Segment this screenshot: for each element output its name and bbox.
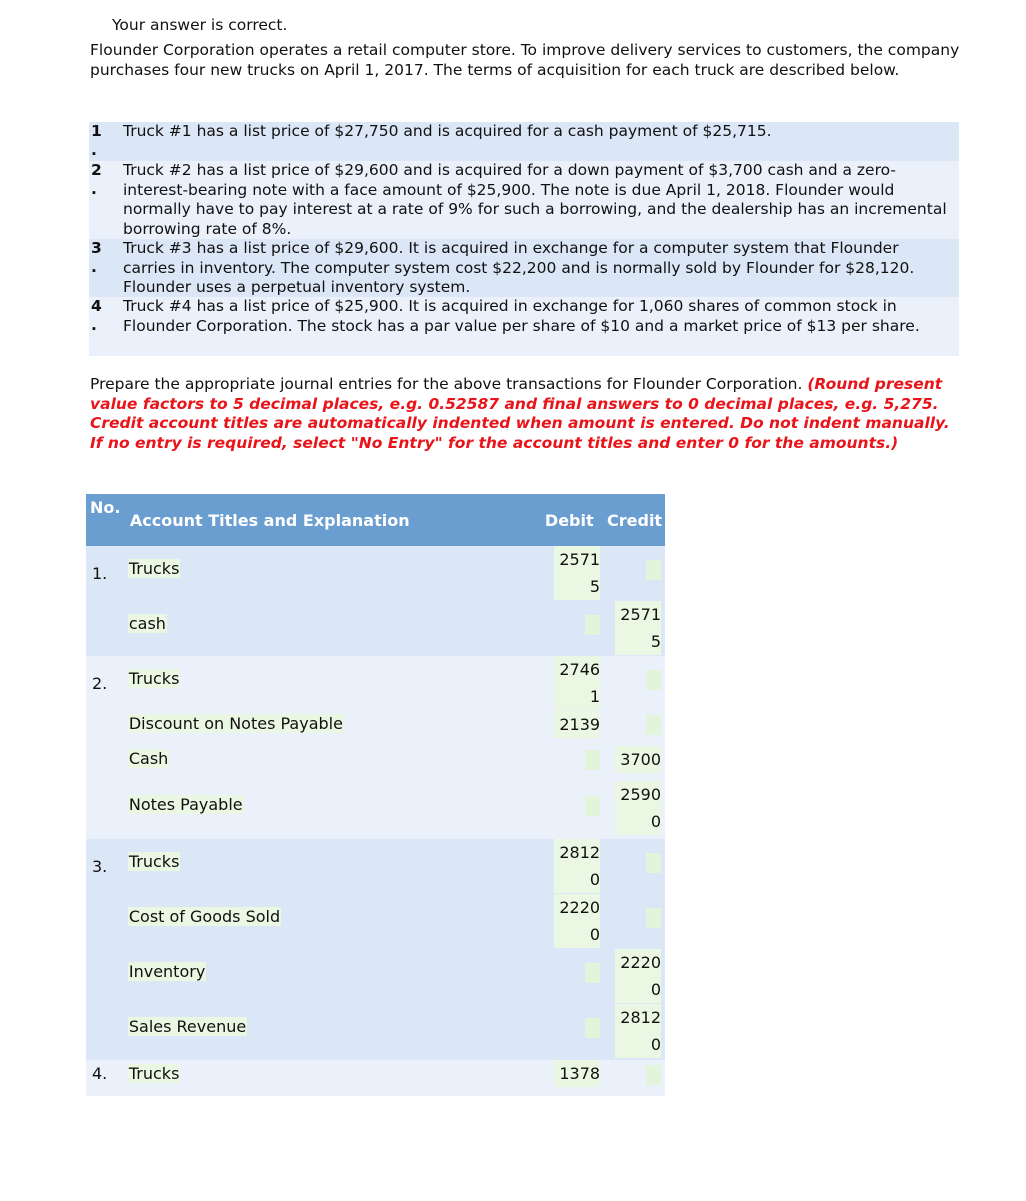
debit-amount[interactable]: 28120 [554,839,600,893]
item-text: Truck #2 has a list price of $29,600 and is acquired for a down payment of $3,700 cash and a zero-interest-bearing note with a face amount of $25,900. The note is due April 1, 2018. Flounder would normally have to pay interest at a rate of 9% for such a borrowing, and the dealership has an incremental borrowing rate of 8%. [123,161,947,238]
table-row [86,711,665,746]
table-row [86,546,665,601]
debit-amount[interactable] [585,1018,600,1038]
account-title[interactable]: Inventory [128,962,206,981]
debit-amount[interactable]: 22200 [554,894,600,948]
credit-amount[interactable] [646,560,661,580]
credit-amount[interactable]: 22200 [615,949,661,1003]
item-number: 4 . [91,297,102,334]
item-text: Truck #3 has a list price of $29,600. It is acquired in exchange for a computer system that Flounder carries in inventory. The computer system cost $22,200 and is normally sold by Flounder for $28,120. Flounder uses a perpetual inventory system. [123,239,915,296]
item-text: Truck #4 has a list price of $25,900. It is acquired in exchange for 1,060 shares of common stock in Flounder Corporation. The stock has a par value per share of $10 and a market price of $13 per share. [123,297,920,335]
problem-intro: Flounder Corporation operates a retail computer store. To improve delivery services to customers, the company purchases four new trucks on April 1, 2017. The terms of acquisition for each truck are described below. [90,41,960,79]
list-item [89,161,959,239]
table-row [86,781,665,839]
list-item [89,122,959,161]
credit-amount[interactable]: 25715 [615,601,661,655]
table-header [86,494,665,546]
entry-number [86,746,128,781]
table-row [86,656,665,711]
debit-amount[interactable]: 1378 [554,1060,600,1087]
account-title[interactable]: Trucks [128,669,180,688]
credit-amount[interactable]: 3700 [615,746,661,773]
entry-number [86,1004,128,1060]
header-debit: Debit [534,494,604,546]
debit-amount[interactable] [585,750,600,770]
list-item [89,297,959,356]
account-title[interactable]: Cost of Goods Sold [128,907,281,926]
account-title[interactable]: Trucks [128,1064,180,1083]
entry-number: 2. [86,656,128,711]
entry-number [86,781,128,839]
item-text: Truck #1 has a list price of $27,750 and is acquired for a cash payment of $25,715. [123,122,772,140]
journal-entry-table [86,494,665,1096]
account-title[interactable]: Trucks [128,852,180,871]
item-number: 3 . [91,239,102,276]
entry-number: 1. [86,546,128,601]
truck-list [89,122,959,356]
instructions-note: (Round present value factors to 5 decimal places, e.g. 0.52587 and final answers to 0 decimal places, e.g. 5,275. Credit account titles are automatically indented when amount is entered. Do not indent manually. If no entry is required, select "No Entry" for the account titles and enter 0 for the amounts.) [90,375,950,452]
entry-number: 4. [86,1060,128,1096]
table-row [86,601,665,656]
table-row [86,894,665,949]
entry-number [86,601,128,656]
header-no: No. [86,494,128,546]
table-row [86,746,665,781]
debit-amount[interactable] [585,796,600,816]
credit-amount[interactable] [646,853,661,873]
credit-amount[interactable]: 28120 [615,1004,661,1058]
list-item [89,239,959,297]
debit-amount[interactable] [585,615,600,635]
debit-amount[interactable]: 2139 [554,711,600,738]
debit-amount[interactable]: 25715 [554,546,600,600]
table-row [86,1060,665,1096]
entry-number [86,711,128,746]
debit-amount[interactable]: 27461 [554,656,600,710]
instructions [90,375,950,453]
item-number: 1 . [91,122,102,159]
header-account: Account Titles and Explanation [128,494,535,546]
account-title[interactable]: Trucks [128,559,180,578]
debit-amount[interactable] [585,963,600,983]
result-status: Your answer is correct. [112,16,288,34]
credit-amount[interactable] [646,908,661,928]
account-title[interactable]: Discount on Notes Payable [128,714,343,733]
item-number: 2 . [91,161,102,198]
credit-amount[interactable]: 25900 [615,781,661,835]
account-title[interactable]: Cash [128,749,169,768]
account-title[interactable]: cash [128,614,166,633]
header-credit: Credit [604,494,665,546]
entry-number: 3. [86,839,128,894]
entry-number [86,894,128,949]
credit-amount[interactable] [646,1065,661,1085]
table-row [86,1004,665,1060]
credit-amount[interactable] [646,670,661,690]
entry-number [86,949,128,1004]
account-title[interactable]: Notes Payable [128,795,243,814]
table-row [86,949,665,1004]
credit-amount[interactable] [646,715,661,735]
table-row [86,839,665,894]
account-title[interactable]: Sales Revenue [128,1017,247,1036]
instructions-text: Prepare the appropriate journal entries for the above transactions for Flounder Corporation. [90,375,808,393]
